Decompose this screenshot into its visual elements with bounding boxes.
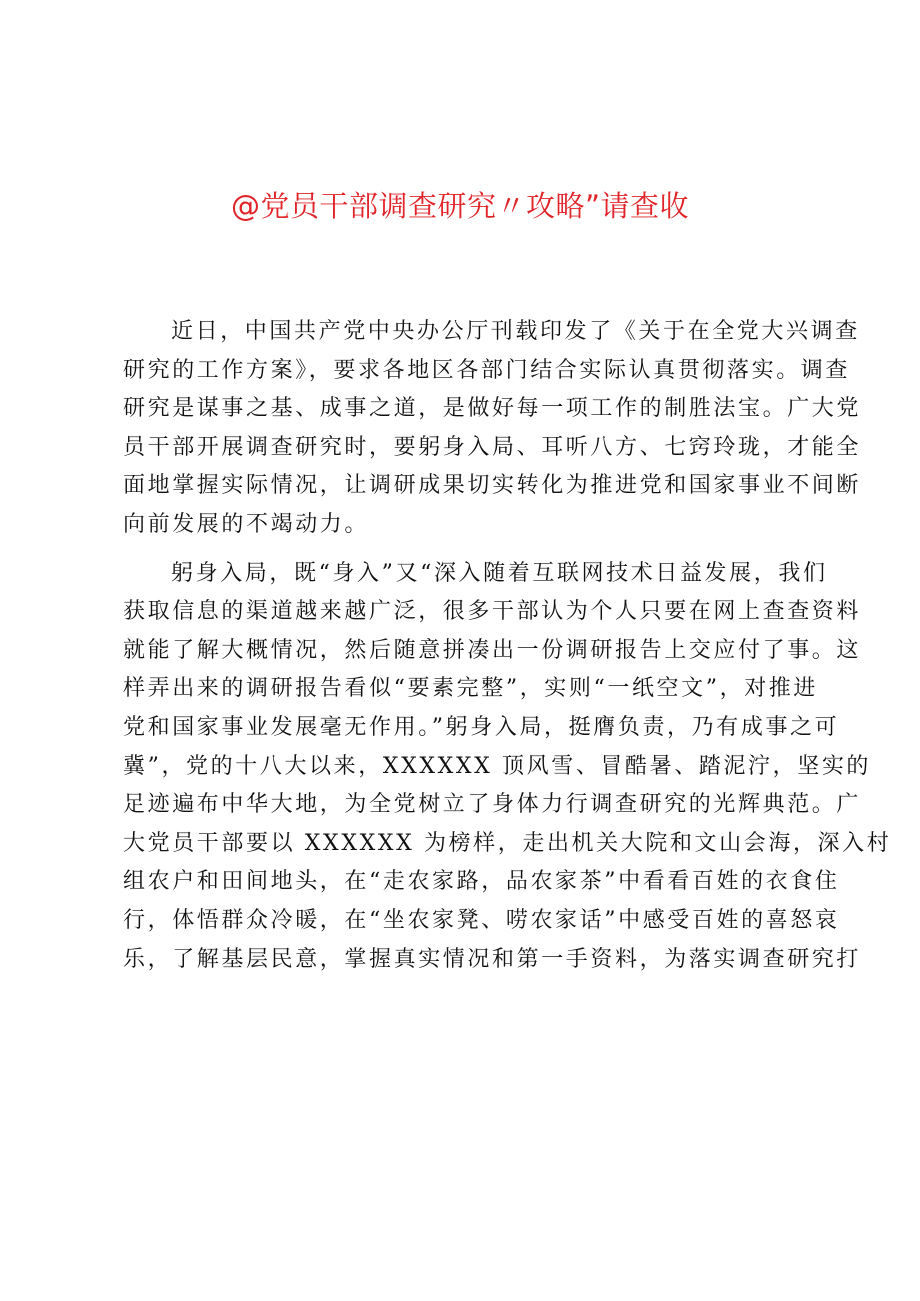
text-line: 冀”，党的十八大以来，XXXXXX 顶风雪、冒酷暑、踏泥泞，坚实的 [123,753,872,779]
text-line: 躬身入局，既“身入”又“深入随着互联网技术日益发展，我们 [171,560,828,586]
document-body [123,313,892,979]
text-line: 获取信息的渠道越来越广泛，很多干部认为个人只要在网上查查资料 [123,599,862,625]
text-line: 面地掌握实际情况，让调研成果切实转化为推进党和国家事业不间断 [123,473,862,499]
text-line: 党和国家事业发展毫无作用。”躬身入局，挺膺负责，乃有成事之可 [123,714,840,740]
text-line: 行，体悟群众冷暖，在“坐农家凳、唠农家话”中感受百姓的喜怒哀 [123,907,840,933]
document-title: @党员干部调查研究〃攻略”请查收 [230,189,690,223]
text-line: 近日，中国共产党中央办公厅刊载印发了《关于在全党大兴调查 [171,319,860,344]
text-line: 就能了解大概情况，然后随意拼凑出一份调研报告上交应付了事。这 [123,637,862,663]
text-line: 员干部开展调查研究时，要躬身入局、耳听八方、七窍玲珑，才能全 [123,434,862,460]
paragraph-1 [123,313,862,545]
text-line: 研究的工作方案》，要求各地区各部门结合实际认真贯彻落实。调查 [123,357,851,383]
paragraph-2 [123,555,892,980]
text-line: 样弄出来的调研报告看似“要素完整”，实则“一纸空文”，对推进 [123,676,818,702]
text-line: 组农户和田间地头，在“走农家路，品农家茶”中看看百姓的衣食住 [123,869,840,895]
paragraph-spacer [123,545,807,555]
text-line: 乐，了解基层民意，掌握真实情况和第一手资料，为落实调查研究打 [123,946,862,972]
text-line: 研究是谋事之基、成事之道，是做好每一项工作的制胜法宝。广大党 [123,396,862,422]
text-line: 足迹遍布中华大地，为全党树立了身体力行调查研究的光辉典范。广 [123,792,862,818]
text-line: 大党员干部要以 XXXXXX 为榜样，走出机关大院和文山会海，深入村 [123,830,892,856]
text-line: 向前发展的不竭动力。 [123,511,370,537]
